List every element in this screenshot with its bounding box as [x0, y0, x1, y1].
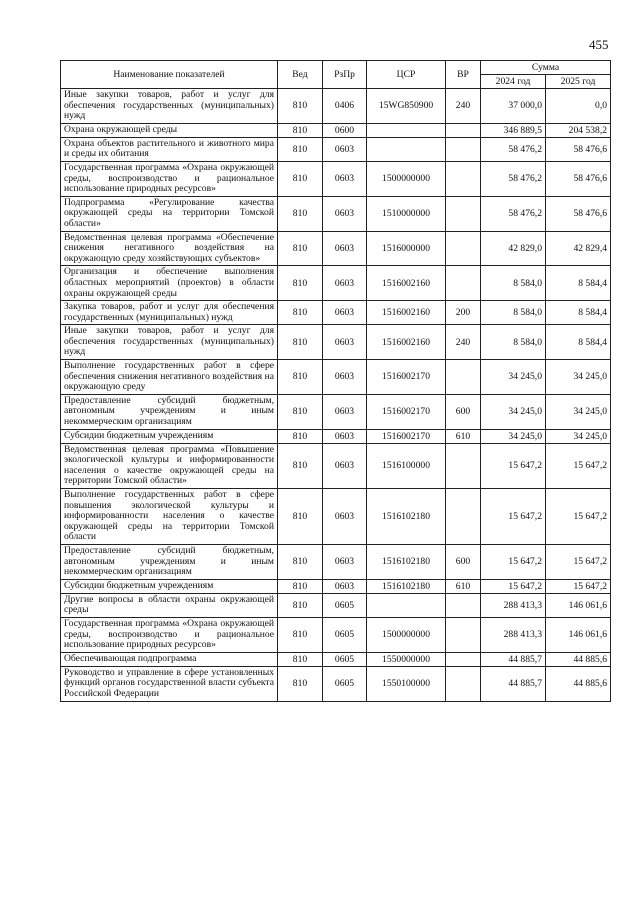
cell-y2025: 146 061,6 — [546, 593, 611, 617]
cell-rzpr: 0603 — [323, 325, 367, 360]
cell-vr — [446, 652, 481, 666]
cell-csr: 1516102180 — [367, 579, 446, 593]
cell-y2025: 15 647,2 — [546, 489, 611, 545]
cell-y2024: 37 000,0 — [481, 89, 546, 124]
cell-rzpr: 0603 — [323, 161, 367, 196]
cell-rzpr: 0603 — [323, 489, 367, 545]
table-row — [61, 652, 611, 666]
page-number: 455 — [589, 37, 609, 52]
table-row — [61, 666, 611, 701]
cell-y2024: 288 413,3 — [481, 617, 546, 652]
cell-y2024: 8 584,0 — [481, 301, 546, 325]
cell-csr: 1516100000 — [367, 443, 446, 488]
header-2024: 2024 год — [481, 75, 546, 89]
cell-vr — [446, 137, 481, 161]
table-row — [61, 137, 611, 161]
table-row — [61, 161, 611, 196]
cell-ved: 810 — [278, 231, 323, 266]
cell-y2024: 15 647,2 — [481, 579, 546, 593]
cell-ved: 810 — [278, 325, 323, 360]
table-row — [61, 266, 611, 301]
cell-name: Предоставление субсидий бюджетным, автономным учреждениям и иным некоммерческим организациям — [61, 394, 278, 429]
cell-y2024: 42 829,0 — [481, 231, 546, 266]
cell-rzpr: 0603 — [323, 429, 367, 443]
cell-rzpr: 0603 — [323, 544, 367, 579]
cell-ved: 810 — [278, 579, 323, 593]
cell-y2024: 58 476,2 — [481, 161, 546, 196]
cell-rzpr: 0603 — [323, 231, 367, 266]
table-row — [61, 360, 611, 395]
cell-rzpr: 0603 — [323, 137, 367, 161]
cell-ved: 810 — [278, 666, 323, 701]
cell-ved: 810 — [278, 161, 323, 196]
cell-rzpr: 0603 — [323, 579, 367, 593]
cell-y2024: 15 647,2 — [481, 544, 546, 579]
header-row — [61, 61, 611, 75]
cell-name: Охрана окружающей среды — [61, 123, 278, 137]
cell-vr: 610 — [446, 579, 481, 593]
cell-y2025: 44 885,6 — [546, 666, 611, 701]
cell-name: Субсидии бюджетным учреждениям — [61, 429, 278, 443]
cell-y2024: 34 245,0 — [481, 429, 546, 443]
cell-ved: 810 — [278, 266, 323, 301]
cell-name: Выполнение государственных работ в сфере повышения экологической культуры и информированности населения о качестве окружающей среды на территории Томской области — [61, 489, 278, 545]
cell-ved: 810 — [278, 489, 323, 545]
cell-vr: 600 — [446, 544, 481, 579]
cell-vr — [446, 231, 481, 266]
cell-ved: 810 — [278, 652, 323, 666]
cell-name: Государственная программа «Охрана окружающей среды, воспроизводство и рациональное использование природных ресурсов» — [61, 617, 278, 652]
header-vr: ВР — [446, 61, 481, 89]
cell-csr: 1516002160 — [367, 266, 446, 301]
cell-ved: 810 — [278, 137, 323, 161]
cell-name: Другие вопросы в области охраны окружающей среды — [61, 593, 278, 617]
table-row — [61, 443, 611, 488]
cell-rzpr: 0603 — [323, 266, 367, 301]
table-row — [61, 429, 611, 443]
cell-csr: 1510000000 — [367, 196, 446, 231]
cell-csr — [367, 123, 446, 137]
cell-vr: 600 — [446, 394, 481, 429]
cell-csr — [367, 137, 446, 161]
cell-rzpr: 0406 — [323, 89, 367, 124]
cell-rzpr: 0603 — [323, 360, 367, 395]
budget-table — [60, 60, 611, 702]
cell-ved: 810 — [278, 617, 323, 652]
cell-rzpr: 0603 — [323, 394, 367, 429]
table-row — [61, 617, 611, 652]
cell-y2025: 146 061,6 — [546, 617, 611, 652]
table-row — [61, 231, 611, 266]
cell-csr: 1516002160 — [367, 301, 446, 325]
cell-vr — [446, 196, 481, 231]
header-name: Наименование показателей — [61, 61, 278, 89]
cell-y2024: 58 476,2 — [481, 196, 546, 231]
cell-y2025: 8 584,4 — [546, 301, 611, 325]
table-row — [61, 593, 611, 617]
cell-csr: 1516002160 — [367, 325, 446, 360]
cell-y2024: 288 413,3 — [481, 593, 546, 617]
cell-y2024: 44 885,7 — [481, 652, 546, 666]
header-csr: ЦСР — [367, 61, 446, 89]
cell-ved: 810 — [278, 301, 323, 325]
cell-csr: 15WG850900 — [367, 89, 446, 124]
cell-name: Закупка товаров, работ и услуг для обеспечения государственных (муниципальных) нужд — [61, 301, 278, 325]
cell-name: Иные закупки товаров, работ и услуг для обеспечения государственных (муниципальных) нужд — [61, 89, 278, 124]
cell-name: Охрана объектов растительного и животного мира и среды их обитания — [61, 137, 278, 161]
cell-vr — [446, 123, 481, 137]
cell-y2024: 34 245,0 — [481, 394, 546, 429]
cell-y2025: 34 245,0 — [546, 394, 611, 429]
cell-vr — [446, 360, 481, 395]
cell-csr: 1516000000 — [367, 231, 446, 266]
cell-y2024: 8 584,0 — [481, 266, 546, 301]
cell-y2025: 15 647,2 — [546, 544, 611, 579]
cell-vr — [446, 266, 481, 301]
header-rzpr: РзПр — [323, 61, 367, 89]
cell-rzpr: 0605 — [323, 666, 367, 701]
cell-ved: 810 — [278, 196, 323, 231]
cell-rzpr: 0605 — [323, 652, 367, 666]
cell-ved: 810 — [278, 394, 323, 429]
cell-ved: 810 — [278, 443, 323, 488]
cell-vr — [446, 161, 481, 196]
cell-y2025: 58 476,6 — [546, 137, 611, 161]
cell-vr — [446, 593, 481, 617]
cell-csr: 1516002170 — [367, 360, 446, 395]
cell-csr: 1550100000 — [367, 666, 446, 701]
cell-y2024: 15 647,2 — [481, 443, 546, 488]
cell-csr: 1550000000 — [367, 652, 446, 666]
cell-csr: 1516102180 — [367, 489, 446, 545]
cell-y2024: 15 647,2 — [481, 489, 546, 545]
cell-rzpr: 0605 — [323, 617, 367, 652]
table-row — [61, 489, 611, 545]
cell-vr — [446, 617, 481, 652]
cell-csr: 1500000000 — [367, 617, 446, 652]
cell-y2024: 346 889,5 — [481, 123, 546, 137]
cell-name: Субсидии бюджетным учреждениям — [61, 579, 278, 593]
cell-ved: 810 — [278, 429, 323, 443]
cell-vr: 610 — [446, 429, 481, 443]
header-sum: Сумма — [481, 61, 611, 75]
cell-name: Ведомственная целевая программа «Повышение экологической культуры и информированности населения о качестве окружающей среды на территории Томской области» — [61, 443, 278, 488]
cell-name: Руководство и управление в сфере установленных функций органов государственной власти субъекта Российской Федерации — [61, 666, 278, 701]
cell-y2025: 15 647,2 — [546, 579, 611, 593]
cell-csr: 1516002170 — [367, 394, 446, 429]
cell-y2025: 8 584,4 — [546, 266, 611, 301]
cell-y2024: 8 584,0 — [481, 325, 546, 360]
cell-name: Иные закупки товаров, работ и услуг для обеспечения государственных (муниципальных) нужд — [61, 325, 278, 360]
cell-vr — [446, 443, 481, 488]
cell-y2024: 58 476,2 — [481, 137, 546, 161]
table-row — [61, 325, 611, 360]
cell-y2025: 44 885,6 — [546, 652, 611, 666]
cell-vr — [446, 666, 481, 701]
table-row — [61, 579, 611, 593]
header-ved: Вед — [278, 61, 323, 89]
cell-vr: 200 — [446, 301, 481, 325]
header-2025: 2025 год — [546, 75, 611, 89]
cell-rzpr: 0605 — [323, 593, 367, 617]
cell-rzpr: 0603 — [323, 301, 367, 325]
cell-y2025: 15 647,2 — [546, 443, 611, 488]
cell-y2025: 0,0 — [546, 89, 611, 124]
cell-y2025: 58 476,6 — [546, 196, 611, 231]
cell-y2025: 58 476,6 — [546, 161, 611, 196]
cell-name: Подпрограмма «Регулирование качества окружающей среды на территории Томской области» — [61, 196, 278, 231]
table-row — [61, 196, 611, 231]
cell-y2025: 34 245,0 — [546, 360, 611, 395]
cell-csr: 1500000000 — [367, 161, 446, 196]
table-row — [61, 544, 611, 579]
cell-rzpr: 0603 — [323, 443, 367, 488]
cell-name: Предоставление субсидий бюджетным, автономным учреждениям и иным некоммерческим организациям — [61, 544, 278, 579]
cell-ved: 810 — [278, 593, 323, 617]
cell-name: Обеспечивающая подпрограмма — [61, 652, 278, 666]
cell-rzpr: 0600 — [323, 123, 367, 137]
table-row — [61, 301, 611, 325]
cell-csr: 1516102180 — [367, 544, 446, 579]
cell-y2025: 34 245,0 — [546, 429, 611, 443]
cell-name: Организация и обеспечение выполнения областных мероприятий (проектов) в области охраны окружающей среды — [61, 266, 278, 301]
cell-name: Выполнение государственных работ в сфере обеспечения снижения негативного воздействия на окружающую среду — [61, 360, 278, 395]
cell-y2024: 44 885,7 — [481, 666, 546, 701]
cell-ved: 810 — [278, 360, 323, 395]
table-row — [61, 394, 611, 429]
cell-ved: 810 — [278, 123, 323, 137]
cell-vr — [446, 489, 481, 545]
cell-ved: 810 — [278, 89, 323, 124]
cell-name: Ведомственная целевая программа «Обеспечение снижения негативного воздействия на окружающую среду хозяйствующих субъектов» — [61, 231, 278, 266]
cell-csr: 1516002170 — [367, 429, 446, 443]
cell-vr: 240 — [446, 89, 481, 124]
table-row — [61, 89, 611, 124]
cell-name: Государственная программа «Охрана окружающей среды, воспроизводство и рациональное использование природных ресурсов» — [61, 161, 278, 196]
cell-y2024: 34 245,0 — [481, 360, 546, 395]
table-row — [61, 123, 611, 137]
cell-vr: 240 — [446, 325, 481, 360]
cell-ved: 810 — [278, 544, 323, 579]
cell-csr — [367, 593, 446, 617]
cell-y2025: 204 538,2 — [546, 123, 611, 137]
cell-rzpr: 0603 — [323, 196, 367, 231]
cell-y2025: 42 829,4 — [546, 231, 611, 266]
cell-y2025: 8 584,4 — [546, 325, 611, 360]
